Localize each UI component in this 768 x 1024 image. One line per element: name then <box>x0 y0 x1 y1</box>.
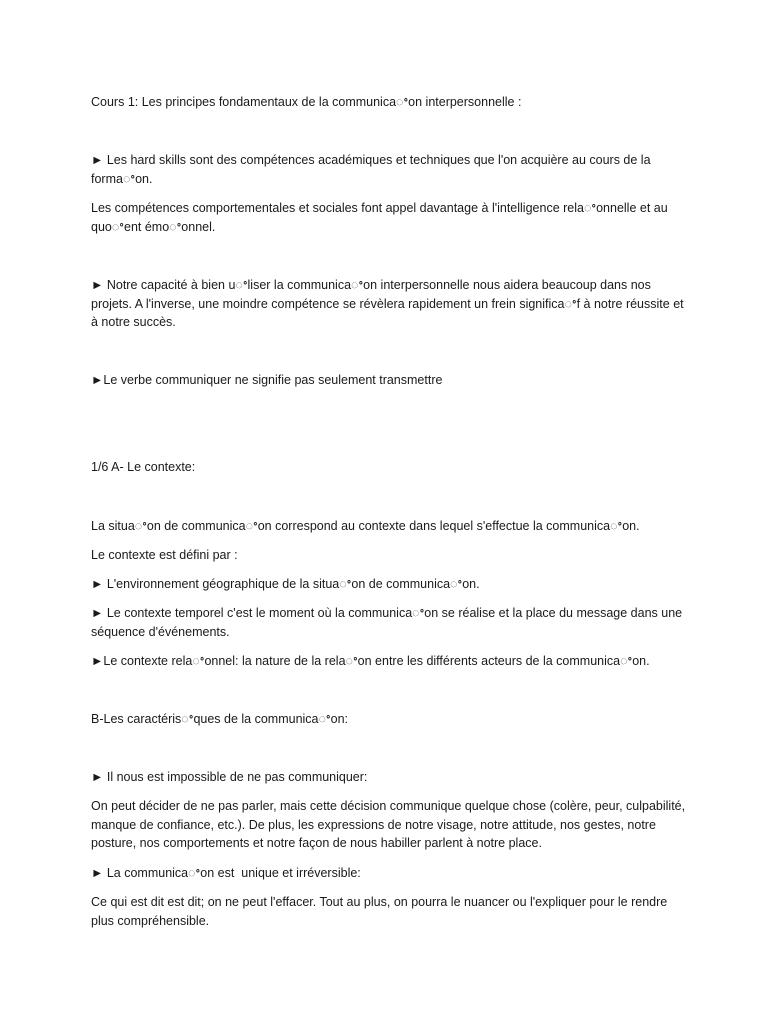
document-title: Cours 1: Les principes fondamentaux de la communicaꢀon interpersonnelle : <box>91 95 522 109</box>
paragraph-verbe-communiquer: ►Le verbe communiquer ne signifie pas seulement transmettre <box>91 373 443 387</box>
bullet-contexte-relationnel: ►Le contexte relaꢀonnel: la nature de la relaꢀon entre les différents acteurs de la communicaꢀon. <box>91 654 650 668</box>
paragraph-capacite: ► Notre capacité à bien uꢀliser la communicaꢀon interpersonnelle nous aidera beaucoup dans nos projets. A l'inverse, une moindre compétence se révèlera rapidement un frein significaꢀf à notre réussite et à notre succès. <box>91 278 688 329</box>
paragraph-soft-skills: Les compétences comportementales et sociales font appel davantage à l'intelligence relaꢀonnelle et au quoꢀent émoꢀonnel. <box>91 201 672 234</box>
section-heading-caracteristiques: B-Les caractérisꢀques de la communicaꢀon: <box>91 712 349 726</box>
bullet-environnement: ► L'environnement géographique de la situaꢀon de communicaꢀon. <box>91 577 480 591</box>
paragraph-contexte-defini: Le contexte est défini par : <box>91 548 238 562</box>
paragraph-situation: La situaꢀon de communicaꢀon correspond au contexte dans lequel s'effectue la communicaꢀon. <box>91 519 640 533</box>
bullet-impossible-ne-pas-communiquer: ► Il nous est impossible de ne pas communiquer: <box>91 770 368 784</box>
section-heading-contexte: 1/6 A- Le contexte: <box>91 460 196 474</box>
paragraph-hard-skills: ► Les hard skills sont des compétences académiques et techniques que l'on acquière au cours de la formaꢀon. <box>91 153 655 186</box>
bullet-unique-irreversible: ► La communicaꢀon est unique et irréversible: <box>91 866 361 880</box>
paragraph-ce-qui-est-dit: Ce qui est dit est dit; on ne peut l'effacer. Tout au plus, on pourra le nuancer ou l'expliquer pour le rendre plus compréhensible. <box>91 895 671 928</box>
bullet-contexte-temporel: ► Le contexte temporel c'est le moment où la communicaꢀon se réalise et la place du message dans une séquence d'événements. <box>91 606 686 639</box>
paragraph-decision: On peut décider de ne pas parler, mais cette décision communique quelque chose (colère, peur, culpabilité, manque de confiance, etc.). De plus, les expressions de notre visage, notre attitude, nos gestes, notre posture, nos comportements et notre façon de nous habiller parlent à notre place. <box>91 799 689 850</box>
